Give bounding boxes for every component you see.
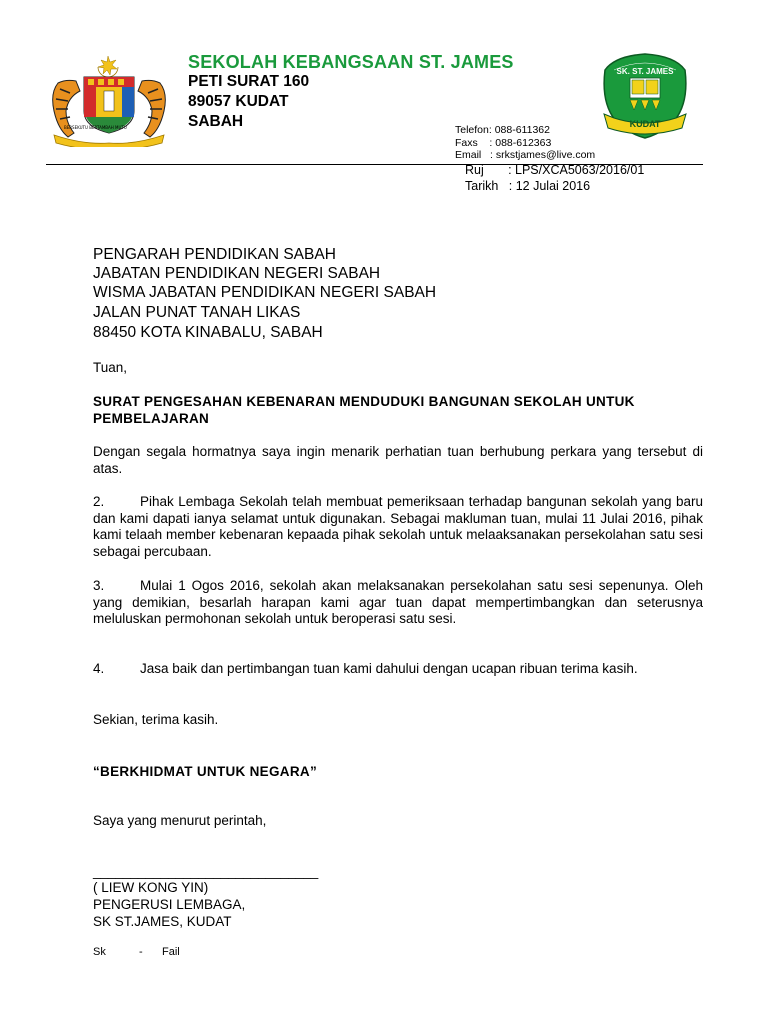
paragraph-number: 2. xyxy=(93,494,105,509)
paragraph-number: 4. xyxy=(93,661,105,676)
intro-paragraph: Dengan segala hormatnya saya ingin menarik perhatian tuan berhubung perkara yang tersebut di atas. xyxy=(93,444,703,476)
paragraph-text: Mulai 1 Ogos 2016, sekolah akan melaksanakan persekolahan satu sesi sepenunya. Oleh yang demikian, besarlah harapan kami agar tuan dapat mempertimbangkan dan seterusnya meluluskan permohonan sekolah untuk beroperasi satu sesi. xyxy=(93,578,703,626)
recipient-line: JALAN PUNAT TANAH LIKAS xyxy=(93,304,301,321)
school-logo xyxy=(600,52,690,142)
recipient-line: PENGARAH PENDIDIKAN SABAH xyxy=(93,246,336,263)
reference-number: Ruj : LPS/XCA5063/2016/01 xyxy=(465,163,645,177)
paragraph-number: 3. xyxy=(93,578,105,593)
svg-text:SK. ST. JAMES: SK. ST. JAMES xyxy=(616,67,674,76)
salutation: Tuan, xyxy=(93,360,128,375)
svg-text:KUDAT: KUDAT xyxy=(629,119,661,129)
address-line-2: 89057 KUDAT xyxy=(188,93,289,110)
motto: “BERKHIDMAT UNTUK NEGARA” xyxy=(93,764,317,779)
address-line-3: SABAH xyxy=(188,113,244,130)
letter-subject: SURAT PENGESAHAN KEBENARAN MENDUDUKI BANGUNAN SEKOLAH UNTUK PEMBELAJARAN xyxy=(93,394,635,426)
signatory-organization: SK ST.JAMES, KUDAT xyxy=(93,914,232,929)
fax-number: Faxs : 088-612363 xyxy=(455,137,552,149)
paragraph-3 xyxy=(93,578,703,628)
cc-value: Fail xyxy=(162,946,180,958)
address-line-1: PETI SURAT 160 xyxy=(188,73,310,90)
phone-number: Telefon: 088-611362 xyxy=(455,124,550,136)
school-name: SEKOLAH KEBANGSAAN ST. JAMES xyxy=(188,52,514,72)
yours-faithfully: Saya yang menurut perintah, xyxy=(93,813,267,828)
svg-text:BERSEKUTU BERTAMBAH MUTU: BERSEKUTU BERTAMBAH MUTU xyxy=(64,125,127,130)
paragraph-text: Pihak Lembaga Sekolah telah membuat pemeriksaan terhadap bangunan sekolah yang baru dan kami dapati ianya selamat untuk digunakan. Sebagai makluman tuan, mulai 11 Julai 2016, pihak kami telaah member kebenaran kepaada pihak sekolah untuk melaaksanakan persekolahan satu sesi sebagai percubaan. xyxy=(93,494,703,559)
signature-line: ______________________________ xyxy=(93,864,319,879)
coat-of-arms-logo xyxy=(46,55,172,147)
paragraph-text: Jasa baik dan pertimbangan tuan kami dahului dengan ucapan ribuan terima kasih. xyxy=(140,661,638,676)
recipient-line: WISMA JABATAN PENDIDIKAN NEGERI SABAH xyxy=(93,284,437,301)
cc-dash: - xyxy=(139,946,143,958)
cc-label: Sk xyxy=(93,946,106,958)
recipient-line: JABATAN PENDIDIKAN NEGERI SABAH xyxy=(93,265,381,282)
recipient-line: 88450 KOTA KINABALU, SABAH xyxy=(93,324,323,341)
letter-date: Tarikh : 12 Julai 2016 xyxy=(465,179,591,193)
email-address: Email : srkstjames@live.com xyxy=(455,149,596,161)
signatory-title: PENGERUSI LEMBAGA, xyxy=(93,897,246,912)
paragraph-2 xyxy=(93,494,703,560)
closing: Sekian, terima kasih. xyxy=(93,712,219,727)
signatory-name: ( LIEW KONG YIN) xyxy=(93,880,209,895)
paragraph-4 xyxy=(93,661,703,678)
